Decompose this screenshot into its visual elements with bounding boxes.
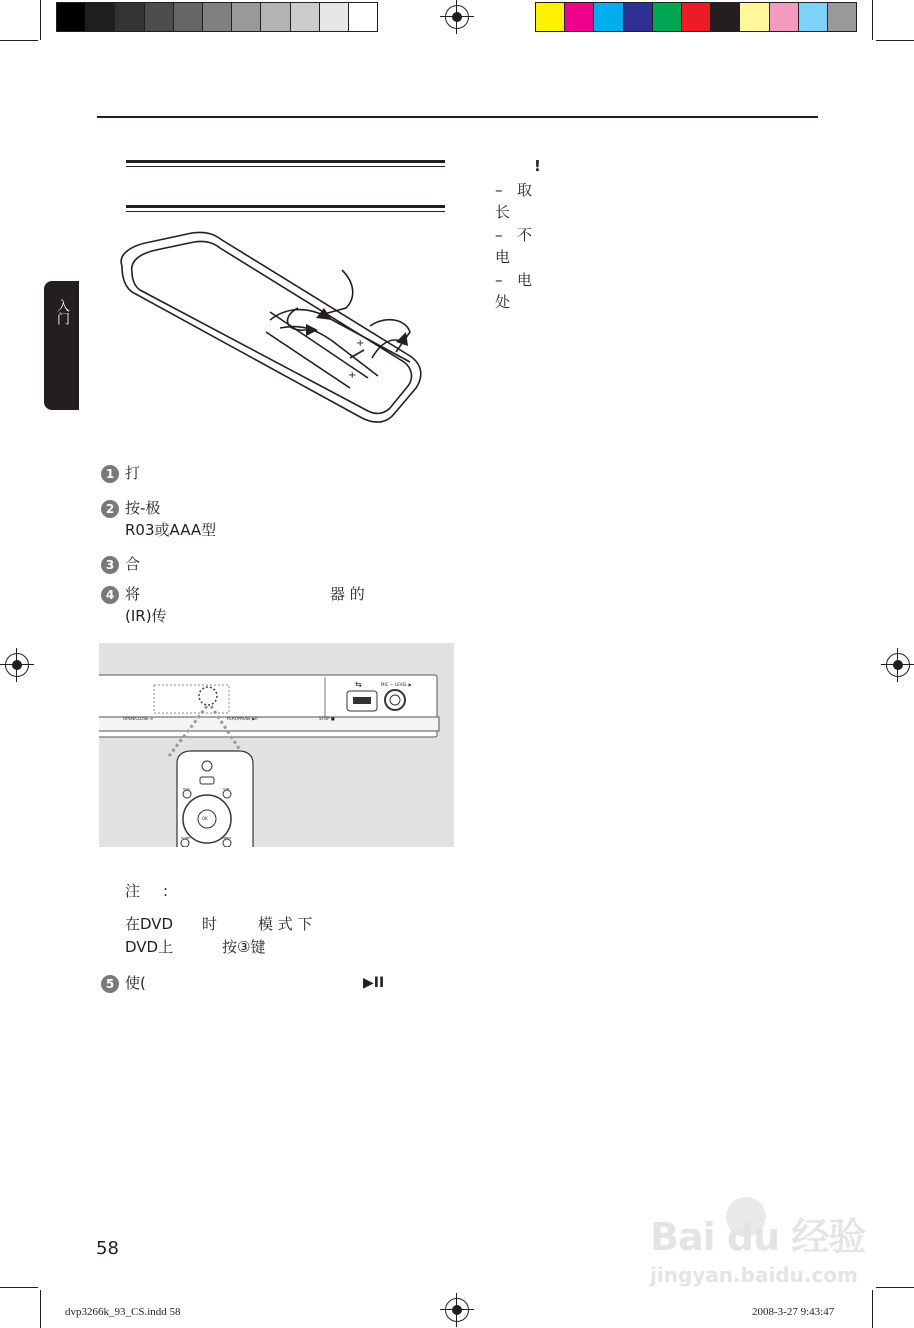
panel-usb-icon: ⇆	[355, 680, 362, 689]
warning-item-line1: 取	[517, 181, 533, 199]
step-text-line1: 按-极	[125, 499, 161, 517]
color-swatch	[711, 3, 739, 31]
registration-mark-icon	[445, 1298, 469, 1322]
color-swatch	[57, 3, 85, 31]
step-text-line1: 合	[125, 555, 141, 573]
footer-datetime: 2008-3-27 9:43:47	[752, 1306, 835, 1318]
color-swatch	[115, 3, 143, 31]
step-text-line2: (IR)传	[125, 607, 167, 625]
crop-mark	[40, 1290, 41, 1328]
front-panel-photo	[99, 643, 454, 847]
color-swatch	[174, 3, 202, 31]
warning-item-line1: 电	[517, 271, 533, 289]
remote-menu-label: MENU	[222, 836, 231, 840]
color-swatch	[624, 3, 652, 31]
warning-item-line2: 电	[495, 248, 511, 266]
remote-home-label: HOME	[181, 836, 191, 840]
step-text-line1: 将	[125, 585, 141, 603]
color-swatch	[594, 3, 622, 31]
note-line2-b: 按③键	[222, 938, 266, 956]
color-swatch	[349, 3, 377, 31]
color-swatch	[682, 3, 710, 31]
baidu-watermark-logo	[650, 1197, 866, 1263]
note-line2-a: DVD上	[125, 938, 174, 956]
color-swatch	[740, 3, 768, 31]
color-swatch	[653, 3, 681, 31]
step-number-badge: 3	[101, 556, 119, 574]
warning-mark: !	[534, 157, 541, 175]
note-colon: :	[163, 882, 169, 900]
color-swatch	[799, 3, 827, 31]
header-rule	[97, 116, 818, 118]
crop-mark	[0, 40, 38, 41]
registration-mark-icon	[886, 653, 910, 677]
color-swatch	[828, 3, 856, 31]
color-swatch	[320, 3, 348, 31]
watermark-brand: Bai du 经验	[650, 1215, 866, 1259]
section-title-rule-top	[126, 166, 445, 167]
front-panel-drawing	[99, 643, 454, 847]
registration-mark-icon	[445, 5, 469, 29]
side-tab-label: 入门	[54, 299, 69, 325]
svg-text:+: +	[348, 370, 357, 381]
color-swatch	[536, 3, 564, 31]
remote-usb-label: USB	[223, 787, 230, 791]
warning-item-dash: –	[495, 181, 503, 199]
step-number-badge: 4	[101, 586, 119, 604]
registration-mark-icon	[5, 653, 29, 677]
color-swatch	[291, 3, 319, 31]
remote-ok-label: OK	[202, 816, 208, 821]
panel-play-pause-label: PLAY/PAUSE ▶II	[227, 716, 258, 721]
section-title-rule-bottom	[126, 205, 445, 208]
remote-disc-label: DISC	[183, 787, 191, 791]
color-swatch	[86, 3, 114, 31]
color-swatch	[565, 3, 593, 31]
panel-mic-level-label: MIC — LEVEL ▶	[381, 682, 412, 687]
remote-battery-illustration	[110, 228, 430, 428]
step-text-line2: R03或AAA型	[125, 521, 217, 539]
section-title-rule-top	[126, 160, 445, 163]
warning-item-line2: 处	[495, 293, 511, 311]
panel-stop-label: STOP ■	[319, 716, 335, 721]
crop-mark	[872, 1290, 873, 1328]
crop-mark	[40, 0, 41, 40]
color-swatch	[203, 3, 231, 31]
svg-text:+: +	[356, 338, 365, 349]
warning-item-dash: –	[495, 271, 503, 289]
step-text-line1-right: 器 的	[330, 585, 365, 603]
step-text-line1: 打	[125, 464, 141, 482]
step-number-badge: 5	[101, 975, 119, 993]
note-label: 注	[125, 882, 141, 900]
color-swatch	[261, 3, 289, 31]
crop-mark	[0, 1287, 38, 1288]
step-number-badge: 2	[101, 500, 119, 518]
warning-item-line2: 长	[495, 203, 511, 221]
crop-mark	[876, 1287, 914, 1288]
crop-mark	[876, 40, 914, 41]
note-line1-c: 模 式 下	[258, 915, 313, 933]
warning-item-line1: 不	[517, 226, 533, 244]
step-number-badge: 1	[101, 465, 119, 483]
panel-open-close-label: OPEN/CLOSE ≡	[123, 716, 154, 721]
footer-filename: dvp3266k_93_CS.indd 58	[65, 1306, 181, 1318]
section-title-rule-bottom	[126, 211, 445, 212]
watermark-url: jingyan.baidu.com	[650, 1263, 858, 1287]
crop-mark	[872, 0, 873, 40]
step-text-line1-right: ▶II	[363, 975, 385, 991]
color-swatch	[232, 3, 260, 31]
note-line1-a: 在DVD	[125, 915, 174, 933]
color-swatch	[145, 3, 173, 31]
note-line1-b: 时	[202, 915, 218, 933]
color-swatch	[770, 3, 798, 31]
page-number: 58	[96, 1238, 119, 1259]
side-tab	[44, 281, 79, 410]
step-text-line1: 使(	[125, 974, 146, 992]
warning-item-dash: –	[495, 226, 503, 244]
